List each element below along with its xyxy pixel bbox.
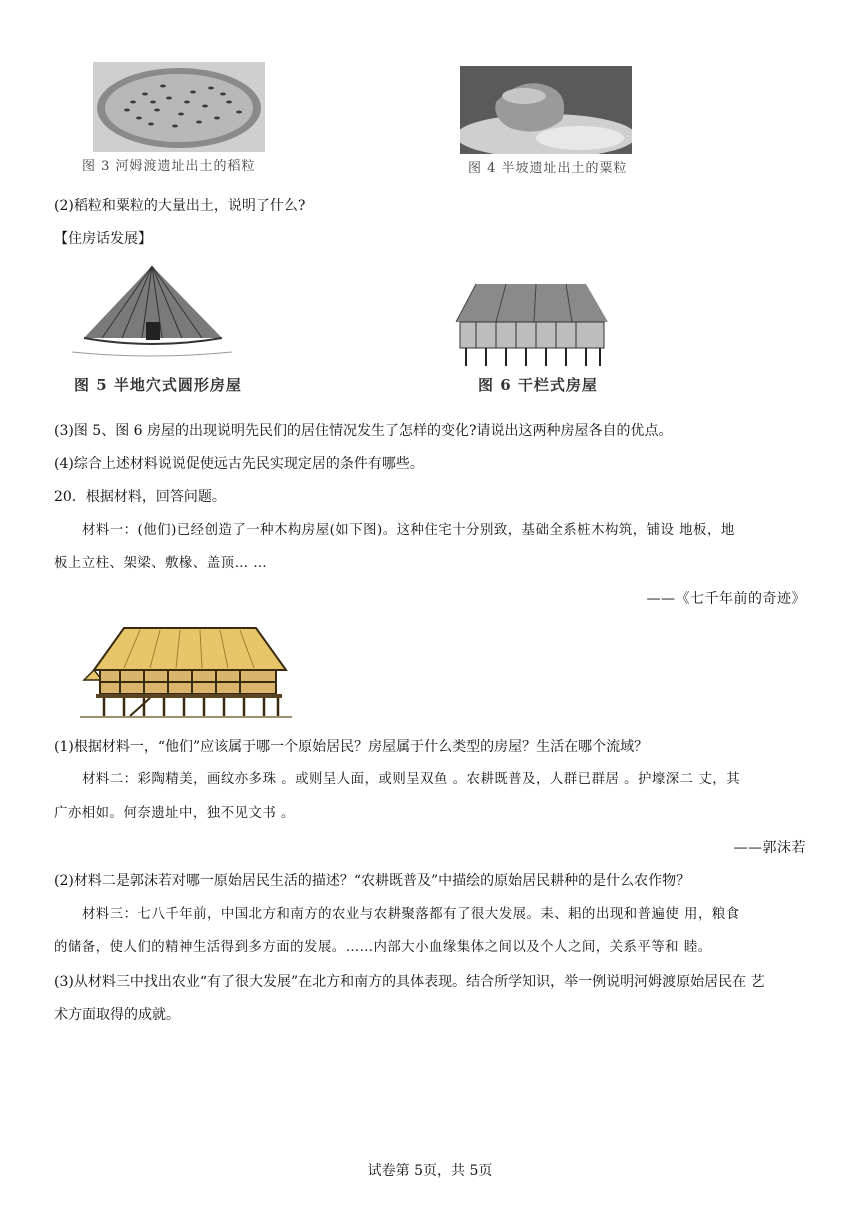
stilt-house-color-illustration: [80, 624, 292, 720]
material-3-line-1: 材料三：七八千年前，中国北方和南方的农业与农耕聚落都有了很大发展。耒、耜的出现和普遍使 用，粮食: [82, 907, 740, 922]
figure-4-caption: 图 4 半坡遗址出土的粟粒: [468, 161, 628, 176]
figure-5-round-house: [72, 262, 232, 372]
material-2-source: ——郭沫若: [733, 840, 806, 856]
question-20-2: (2)材料二是郭沫若对哪一原始居民生活的描述？“农耕既普及”中描绘的原始居民耕种的是什么农作物？: [54, 873, 691, 889]
question-20-3-line-1: (3)从材料三中找出农业“有了很大发展”在北方和南方的具体表现。结合所学知识，举一例说明河姆渡原始居民在 艺: [54, 974, 765, 990]
question-19-3: (3)图 5、图 6 房屋的出现说明先民们的居住情况发生了怎样的变化?请说出这两种房屋各自的优点。: [54, 423, 673, 439]
figure-4-millet-photo: [460, 66, 632, 154]
figure-6-stilt-house: [446, 274, 614, 374]
question-20-1: (1)根据材料一，“他们”应该属于哪一个原始居民？房屋属于什么类型的房屋？生活在哪个流域？: [54, 739, 649, 755]
material-1-source: ——《七千年前的奇迹》: [646, 591, 806, 607]
section-housing-heading: 【住房话发展】: [54, 231, 152, 247]
figure-5-caption: 图 5 半地穴式圆形房屋: [74, 376, 242, 394]
material-1-line-1: 材料一：(他们)已经创造了一种木构房屋(如下图)。这种住宅十分别致，基础全系桩木构筑，铺设 地板，地: [82, 523, 735, 538]
figure-6-caption: 图 6 干栏式房屋: [478, 376, 598, 394]
question-20-3-line-2: 术方面取得的成就。: [54, 1007, 180, 1023]
rice-dish-illustration: [93, 62, 265, 152]
material-3-line-2: 的储备，使人们的精神生活得到多方面的发展。……内部大小血缘集体之间以及个人之间，关系平等和 睦。: [54, 940, 712, 955]
question-20-stem: 20．根据材料，回答问题。: [54, 489, 226, 505]
round-house-illustration: [72, 262, 232, 372]
question-19-2: (2)稻粒和粟粒的大量出土，说明了什么?: [54, 198, 306, 214]
material-2-line-1: 材料二：彩陶精美，画纹亦多珠 。或则呈人面，或则呈双鱼 。农耕既普及，人群已群居 。护壕深二 丈，其: [82, 772, 740, 787]
stilt-house-color-art: [80, 624, 292, 720]
figure-3-rice-photo: [93, 62, 265, 152]
material-2-line-2: 广亦相如。何奈遗址中，独不见文书 。: [54, 806, 295, 821]
stilt-house-illustration: [446, 274, 614, 374]
page-footer: 试卷第 5页，共 5页: [367, 1163, 493, 1179]
figure-3-caption: 图 3 河姆渡遗址出土的稻粒: [82, 159, 256, 174]
material-1-line-2: 板上立柱、架梁、敷椽、盖顶… …: [54, 556, 268, 571]
question-19-4: (4)综合上述材料说说促使远古先民实现定居的条件有哪些。: [54, 456, 424, 472]
millet-pot-illustration: [460, 66, 632, 154]
